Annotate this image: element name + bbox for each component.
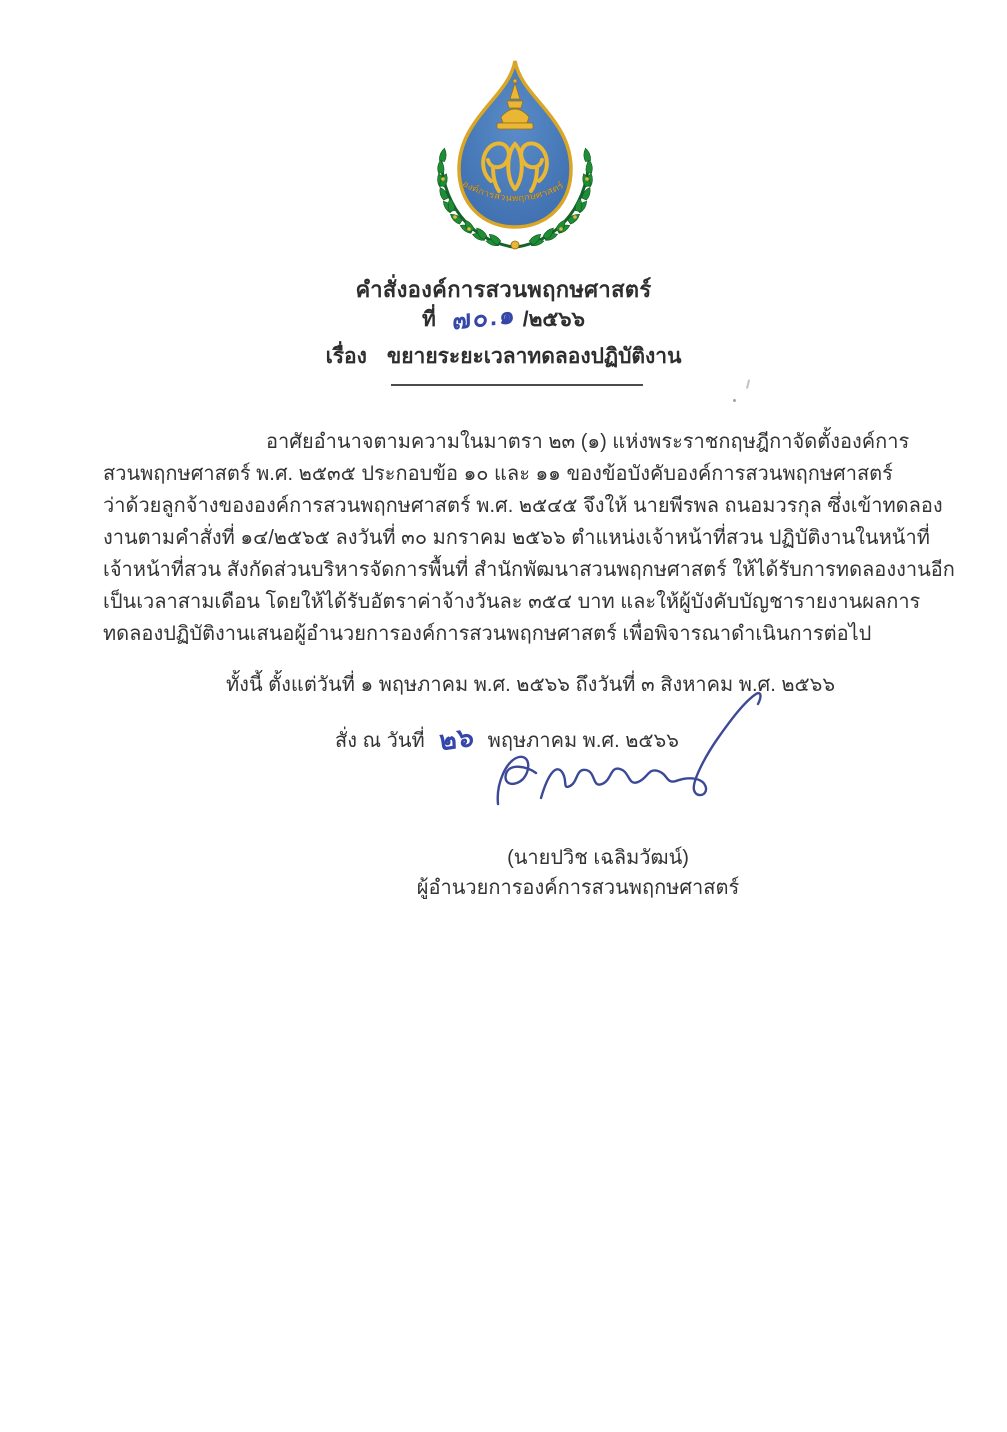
subject-label: เรื่อง xyxy=(325,345,367,368)
order-number-year: /๒๕๖๖ xyxy=(522,308,585,331)
scan-artifact xyxy=(733,399,736,402)
signature-scribble xyxy=(478,686,778,841)
subject-text: ขยายระยะเวลาทดลองปฏิบัติงาน xyxy=(386,345,682,368)
paragraph-line: สวนพฤกษศาสตร์ พ.ศ. ๒๕๓๕ ประกอบข้อ ๑๐ และ ๑๑ ของข้อบังคับองค์การสวนพฤกษศาสตร์ xyxy=(103,463,893,485)
paragraph-line: ทดลองปฏิบัติงานเสนอผู้อำนวยการองค์การสวนพฤกษศาสตร์ เพื่อพิจารณาดำเนินการต่อไป xyxy=(103,623,872,645)
botanical-garden-emblem-icon xyxy=(429,57,601,253)
effective-date-line: ทั้งนี้ ตั้งแต่วันที่ ๑ พฤษภาคม พ.ศ. ๒๕๖๖ ถึงวันที่ ๓ สิงหาคม พ.ศ. ๒๕๖๖ xyxy=(226,674,836,696)
paragraph-line: เป็นเวลาสามเดือน โดยให้ได้รับอัตราค่าจ้างวันละ ๓๕๔ บาท และให้ผู้บังคับบัญชารายงานผลการ xyxy=(103,591,921,613)
signatory-position: ผู้อำนวยการองค์การสวนพฤกษศาสตร์ xyxy=(416,877,740,899)
document-title: คำสั่งองค์การสวนพฤกษศาสตร์ xyxy=(355,277,652,302)
subject-line xyxy=(0,340,1007,373)
issued-suffix: พฤษภาคม พ.ศ. ๒๕๖๖ xyxy=(487,730,679,752)
wreath-knot-icon xyxy=(511,241,519,249)
divider-line xyxy=(391,384,643,386)
scan-artifact xyxy=(746,380,753,390)
order-number-handwritten: ๗๐.๑ xyxy=(451,300,517,336)
body-paragraph xyxy=(103,426,955,650)
signatory-name: (นายปวิช เฉลิมวัฒน์) xyxy=(507,847,689,869)
order-number-label: ที่ xyxy=(422,308,436,331)
paragraph-line: อาศัยอำนาจตามความในมาตรา ๒๓ (๑) แห่งพระราชกฤษฎีกาจัดตั้งองค์การ xyxy=(266,431,910,453)
issued-day-handwritten: ๒๖ xyxy=(438,721,475,757)
emblem-ring-text: องค์การสวนพฤกษศาสตร์ xyxy=(460,178,565,204)
order-number-line xyxy=(0,300,1007,343)
paragraph-line: ว่าด้วยลูกจ้างขององค์การสวนพฤกษศาสตร์ พ.ศ. ๒๕๔๕ จึงให้ นายพีรพล ถนอมวรกุล ซึ่งเข้าทดลอง xyxy=(103,495,943,517)
paragraph-line: งานตามคำสั่งที่ ๑๔/๒๕๖๕ ลงวันที่ ๓๐ มกราคม ๒๕๖๖ ตำแหน่งเจ้าหน้าที่สวน ปฏิบัติงานในหน้าที่ xyxy=(103,527,930,549)
paragraph-line: เจ้าหน้าที่สวน สังกัดส่วนบริหารจัดการพื้นที่ สำนักพัฒนาสวนพฤกษศาสตร์ ให้ได้รับการทดลองงานอีก xyxy=(103,559,955,581)
issued-prefix: สั่ง ณ วันที่ xyxy=(335,730,425,752)
